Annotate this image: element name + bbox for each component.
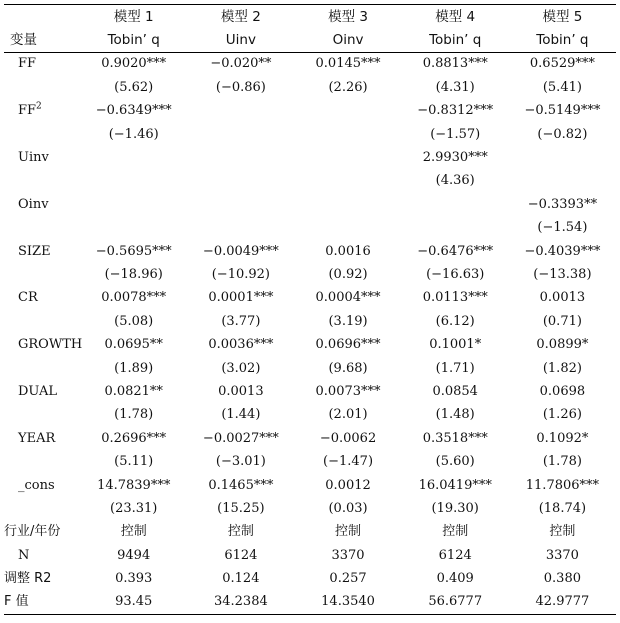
t-stat-cell: (5.62) bbox=[114, 79, 154, 95]
t-stat-blank-cell bbox=[4, 404, 80, 427]
header-model-2: 模型 2 bbox=[187, 5, 294, 29]
coefficient-cell: 0.1465*** bbox=[208, 477, 274, 493]
t-stat-cell: (1.89) bbox=[114, 360, 154, 376]
footer-value-cell: 控制 bbox=[335, 524, 362, 540]
coefficient-cell: 0.0013 bbox=[218, 383, 264, 399]
footer-value-cell: 6124 bbox=[224, 547, 258, 563]
coefficient-cell: 0.0001*** bbox=[208, 290, 274, 306]
t-stat-blank-cell bbox=[4, 170, 80, 193]
variable-superscript: 2 bbox=[36, 101, 42, 112]
t-stat-cell: (0.03) bbox=[328, 500, 368, 516]
t-stat-cell: (−0.86) bbox=[215, 79, 266, 95]
dependent-var-1: Tobin’ q bbox=[80, 28, 187, 52]
footer-value-cell: 42.9777 bbox=[509, 591, 616, 615]
t-stat-cell: (3.77) bbox=[221, 313, 261, 329]
t-stat-cell bbox=[80, 217, 187, 240]
t-stat-row bbox=[4, 217, 616, 240]
variable-label bbox=[4, 380, 80, 403]
variable-name: SIZE bbox=[18, 243, 51, 259]
t-stat-blank-cell bbox=[4, 217, 80, 240]
coef-row bbox=[4, 52, 616, 76]
coef-row bbox=[4, 240, 616, 263]
coefficient-cell: 0.2696*** bbox=[101, 430, 167, 446]
coef-row bbox=[4, 427, 616, 450]
t-stat-row bbox=[4, 450, 616, 473]
t-stat-row bbox=[4, 123, 616, 146]
t-stat-cell: (5.08) bbox=[114, 313, 154, 329]
t-stat-blank-cell bbox=[4, 450, 80, 473]
coef-row bbox=[4, 100, 616, 123]
t-stat-row bbox=[4, 497, 616, 520]
footer-value-cell: 93.45 bbox=[80, 591, 187, 615]
t-stat-row bbox=[4, 76, 616, 99]
coefficient-cell: −0.8312*** bbox=[417, 103, 494, 119]
coef-row bbox=[4, 333, 616, 356]
header-model-3: 模型 3 bbox=[294, 5, 401, 29]
footer-label: F 值 bbox=[4, 591, 80, 615]
dependent-var-3: Oinv bbox=[294, 28, 401, 52]
t-stat-cell: (−3.01) bbox=[215, 454, 266, 470]
coefficient-cell bbox=[294, 193, 401, 216]
regression-table bbox=[4, 4, 616, 615]
coefficient-cell bbox=[402, 193, 509, 216]
header-row-dependents bbox=[4, 28, 616, 52]
t-stat-blank-cell bbox=[4, 310, 80, 333]
t-stat-blank-cell bbox=[4, 76, 80, 99]
coefficient-cell: 2.9930*** bbox=[422, 150, 488, 166]
footer-value-cell: 9494 bbox=[117, 547, 151, 563]
t-stat-cell: (−13.38) bbox=[533, 266, 592, 282]
footer-value-cell: 0.393 bbox=[115, 571, 153, 587]
coefficient-cell: 11.7806*** bbox=[525, 477, 600, 493]
t-stat-cell: (−10.92) bbox=[211, 266, 270, 282]
variable-label bbox=[4, 474, 80, 497]
variable-label bbox=[4, 287, 80, 310]
header-row-models bbox=[4, 5, 616, 29]
t-stat-cell: (2.01) bbox=[328, 407, 368, 423]
footer-label: 行业/年份 bbox=[4, 524, 61, 540]
t-stat-cell: (23.31) bbox=[110, 500, 158, 516]
t-stat-cell bbox=[80, 170, 187, 193]
t-stat-cell: (5.60) bbox=[435, 454, 475, 470]
variable-label bbox=[4, 240, 80, 263]
footer-value-cell: 3370 bbox=[331, 547, 365, 563]
variable-label bbox=[4, 52, 80, 76]
t-stat-cell: (−1.57) bbox=[430, 126, 481, 142]
t-stat-cell: (1.26) bbox=[542, 407, 582, 423]
coefficient-cell: −0.0027*** bbox=[202, 430, 279, 446]
coefficient-cell bbox=[80, 193, 187, 216]
coefficient-cell bbox=[294, 146, 401, 169]
coefficient-cell: 0.0012 bbox=[325, 477, 371, 493]
coefficient-cell: −0.0062 bbox=[319, 430, 377, 446]
coefficient-cell: −0.0049*** bbox=[202, 243, 279, 259]
coefficient-cell bbox=[80, 146, 187, 169]
coefficient-cell: 0.0899* bbox=[536, 337, 589, 353]
t-stat-blank-cell bbox=[4, 123, 80, 146]
t-stat-cell: (5.11) bbox=[114, 454, 154, 470]
t-stat-cell: (19.30) bbox=[431, 500, 479, 516]
coefficient-cell: 0.0073*** bbox=[315, 383, 381, 399]
variable-name: CR bbox=[18, 290, 38, 306]
coefficient-cell: 0.8813*** bbox=[422, 56, 488, 72]
variable-name: _cons bbox=[18, 477, 55, 493]
t-stat-cell: (1.44) bbox=[221, 407, 261, 423]
coefficient-cell: 0.0078*** bbox=[101, 290, 167, 306]
t-stat-cell: (−18.96) bbox=[104, 266, 163, 282]
coefficient-cell: 0.0821** bbox=[104, 383, 163, 399]
header-model-1: 模型 1 bbox=[80, 5, 187, 29]
footer-value-cell: 0.124 bbox=[222, 571, 260, 587]
variable-name: Uinv bbox=[18, 150, 49, 166]
footer-label: N bbox=[18, 547, 30, 563]
t-stat-blank-cell bbox=[4, 497, 80, 520]
t-stat-row bbox=[4, 170, 616, 193]
table-body bbox=[4, 5, 616, 615]
coefficient-cell: 0.1092* bbox=[536, 430, 589, 446]
footer-value-cell: 14.3540 bbox=[294, 591, 401, 615]
coefficient-cell: −0.5695*** bbox=[95, 243, 172, 259]
variable-label bbox=[4, 427, 80, 450]
footer-value-cell: 控制 bbox=[549, 524, 576, 540]
coefficient-cell bbox=[294, 100, 401, 123]
coef-row bbox=[4, 146, 616, 169]
dependent-var-4: Tobin’ q bbox=[402, 28, 509, 52]
variable-name: FF bbox=[18, 103, 37, 119]
coef-row bbox=[4, 474, 616, 497]
t-stat-cell: (1.48) bbox=[435, 407, 475, 423]
t-stat-row bbox=[4, 310, 616, 333]
coef-row bbox=[4, 287, 616, 310]
coefficient-cell: 0.0004*** bbox=[315, 290, 381, 306]
variable-name: DUAL bbox=[18, 383, 57, 399]
t-stat-cell: (−1.46) bbox=[108, 126, 159, 142]
t-stat-cell: (9.68) bbox=[328, 360, 368, 376]
coefficient-cell: 16.0419*** bbox=[418, 477, 492, 493]
coefficient-cell: −0.5149*** bbox=[524, 103, 601, 119]
coefficient-cell: 14.7839*** bbox=[97, 477, 171, 493]
coefficient-cell: −0.020** bbox=[210, 56, 272, 72]
coefficient-cell: 0.9020*** bbox=[101, 56, 167, 72]
t-stat-cell: (15.25) bbox=[217, 500, 265, 516]
t-stat-cell: (1.78) bbox=[542, 454, 582, 470]
t-stat-cell bbox=[294, 170, 401, 193]
coefficient-cell: 0.0113*** bbox=[422, 290, 488, 306]
variable-label bbox=[4, 333, 83, 356]
t-stat-cell: (−16.63) bbox=[426, 266, 485, 282]
footer-value-cell: 34.2384 bbox=[187, 591, 294, 615]
footer-value-cell: 控制 bbox=[442, 524, 469, 540]
t-stat-cell bbox=[509, 170, 616, 193]
variable-label bbox=[4, 146, 80, 169]
header-blank-cell bbox=[4, 5, 80, 29]
variable-name: FF bbox=[18, 56, 37, 72]
footer-value-cell: 控制 bbox=[120, 524, 147, 540]
coefficient-cell bbox=[187, 193, 294, 216]
t-stat-cell: (3.02) bbox=[221, 360, 261, 376]
coefficient-cell: 0.0145*** bbox=[315, 56, 381, 72]
variable-name: Oinv bbox=[18, 196, 49, 212]
footer-value-cell: 3370 bbox=[545, 547, 579, 563]
coefficient-cell: 0.0698 bbox=[539, 383, 586, 399]
t-stat-cell: (18.74) bbox=[538, 500, 587, 516]
footer-row bbox=[4, 521, 616, 544]
coefficient-cell: 0.0854 bbox=[432, 383, 478, 399]
t-stat-cell: (1.71) bbox=[435, 360, 475, 376]
t-stat-cell: (2.26) bbox=[328, 79, 368, 95]
coefficient-cell bbox=[509, 146, 616, 169]
footer-row bbox=[4, 544, 616, 567]
t-stat-cell: (−0.82) bbox=[537, 126, 588, 142]
t-stat-cell: (0.71) bbox=[542, 313, 582, 329]
coefficient-cell: −0.6476*** bbox=[417, 243, 494, 259]
footer-value-cell: 6124 bbox=[438, 547, 472, 563]
coefficient-cell: −0.3393** bbox=[527, 196, 598, 212]
t-stat-cell: (−1.54) bbox=[537, 220, 588, 236]
t-stat-cell bbox=[294, 123, 401, 146]
t-stat-blank-cell bbox=[4, 263, 80, 286]
t-stat-cell: (−1.47) bbox=[323, 454, 374, 470]
coefficient-cell: 0.3518*** bbox=[422, 430, 488, 446]
coefficient-cell: −0.4039*** bbox=[524, 243, 601, 259]
variable-column-header: 变量 bbox=[4, 28, 80, 52]
t-stat-cell: (4.31) bbox=[435, 79, 475, 95]
header-model-5: 模型 5 bbox=[509, 5, 616, 29]
footer-value-cell: 56.6777 bbox=[402, 591, 509, 615]
t-stat-row bbox=[4, 263, 616, 286]
dependent-var-5: Tobin’ q bbox=[509, 28, 616, 52]
t-stat-cell bbox=[187, 123, 294, 146]
footer-row bbox=[4, 591, 616, 615]
dependent-var-2: Uinv bbox=[187, 28, 294, 52]
t-stat-cell: (6.12) bbox=[435, 313, 475, 329]
t-stat-cell bbox=[187, 217, 294, 240]
variable-label bbox=[4, 100, 80, 123]
t-stat-cell bbox=[294, 217, 401, 240]
coefficient-cell: 0.0013 bbox=[539, 290, 586, 306]
footer-row bbox=[4, 567, 616, 590]
footer-value-cell: 控制 bbox=[227, 524, 254, 540]
coefficient-cell: 0.6529*** bbox=[529, 56, 595, 72]
coefficient-cell bbox=[187, 100, 294, 123]
coef-row bbox=[4, 193, 616, 216]
coefficient-cell: 0.0036*** bbox=[208, 337, 274, 353]
coefficient-cell: −0.6349*** bbox=[95, 103, 172, 119]
footer-value-cell: 0.409 bbox=[436, 571, 474, 587]
t-stat-blank-cell bbox=[4, 357, 80, 380]
t-stat-row bbox=[4, 404, 616, 427]
header-model-4: 模型 4 bbox=[402, 5, 509, 29]
coefficient-cell: 0.0695** bbox=[104, 337, 163, 353]
t-stat-cell: (1.82) bbox=[542, 360, 582, 376]
coefficient-cell: 0.0016 bbox=[325, 243, 371, 259]
t-stat-row bbox=[4, 357, 616, 380]
coefficient-cell bbox=[187, 146, 294, 169]
coefficient-cell: 0.1001* bbox=[429, 337, 482, 353]
t-stat-cell bbox=[187, 170, 294, 193]
t-stat-cell: (0.92) bbox=[328, 266, 368, 282]
footer-value-cell: 0.380 bbox=[543, 571, 581, 587]
variable-name: GROWTH bbox=[18, 337, 83, 353]
t-stat-cell: (4.36) bbox=[435, 173, 475, 189]
t-stat-cell: (5.41) bbox=[542, 79, 582, 95]
coefficient-cell: 0.0696*** bbox=[315, 337, 381, 353]
coef-row bbox=[4, 380, 616, 403]
t-stat-cell: (1.78) bbox=[114, 407, 154, 423]
t-stat-cell: (3.19) bbox=[328, 313, 368, 329]
footer-value-cell: 0.257 bbox=[329, 571, 367, 587]
variable-name: YEAR bbox=[18, 430, 56, 446]
t-stat-cell bbox=[402, 217, 509, 240]
variable-label bbox=[4, 193, 80, 216]
footer-label: 调整 R2 bbox=[4, 571, 52, 587]
